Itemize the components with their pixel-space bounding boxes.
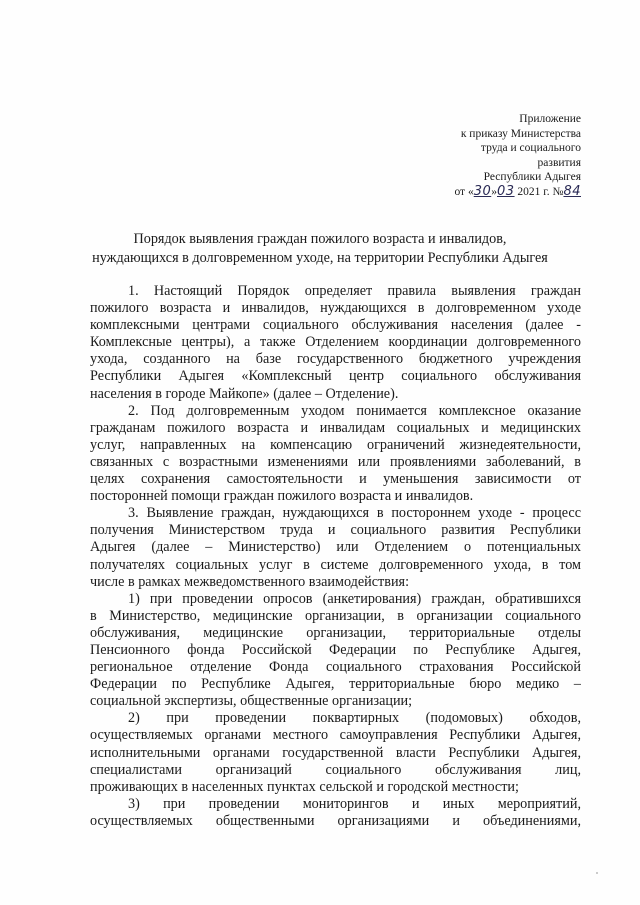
body-line: 2) при проведении поквартирных (подомовых) обходов, (128, 710, 581, 727)
appendix-line: труда и социального (480, 142, 581, 155)
body-line: в Министерство, медицинские организации, в организации социального (90, 607, 581, 624)
body-line: 3. Выявление граждан, нуждающихся в постороннем уходе - процесс (128, 505, 581, 522)
body-line: проживающих в населенных пунктах сельской и городской местности; (90, 778, 519, 795)
body-line: получателях социальных услуг в системе долговременного ухода, в том (90, 556, 581, 573)
handwritten-day: 30 (473, 183, 492, 199)
body-line: Комплексные центры), а также Отделением координации долговременного (90, 334, 581, 351)
body-line: получения Министерством труда и социального развития Республики (90, 522, 581, 539)
body-line: Республики Адыгея «Комплексный центр социального обслуживания (90, 368, 581, 385)
body-line: гражданам пожилого возраста и инвалидам социальных и медицинских (90, 419, 581, 436)
appendix-line: развития (537, 156, 581, 169)
date-mid: » (491, 185, 497, 198)
document-title (60, 230, 580, 268)
handwritten-month: 03 (497, 183, 515, 199)
body-line: региональное отделение Фонда социального страхования Российской (90, 659, 581, 676)
title-line: нуждающихся в долговременном уходе, на территории Республики Адыгея (92, 250, 548, 266)
order-date-line (380, 185, 581, 200)
date-year: 2021 г. № (514, 185, 564, 198)
body-line: социальной экспертизы, общественные организации; (90, 693, 413, 710)
body-line: Пенсионного фонда Российской Федерации по Республике Адыгея, (90, 641, 581, 658)
body-line: осуществляемых органами местного самоуправления Республики Адыгея, (90, 727, 581, 744)
body-line: услуг, направленных на компенсацию ограничений жизнедеятельности, (90, 436, 581, 453)
body-line: обслуживания, медицинские организации, территориальные отделы (90, 624, 581, 641)
title-line: Порядок выявления граждан пожилого возраста и инвалидов, (133, 231, 507, 247)
body-line: 1. Настоящий Порядок определяет правила выявления граждан (128, 283, 581, 299)
body-line: ухода, созданного на базе государственного бюджетного учреждения (90, 351, 581, 368)
body-line: населения в городе Майкопе» (далее – Отделение). (90, 385, 399, 402)
body-line: специалистами организаций социального обслуживания лиц, (90, 761, 581, 778)
body-line: Адыгея (далее – Министерство) или Отделением о потенциальных (90, 539, 581, 556)
body-line: связанных с возрастными изменениями или проявлениями заболеваний, в (90, 453, 581, 470)
body-line: целях сохранения самостоятельности и уменьшения зависимости от (90, 471, 581, 488)
body-line: пожилого возраста и инвалидов, нуждающихся в долговременном уходе (90, 300, 581, 317)
body-line: числе в рамках межведомственного взаимодействия: (90, 573, 410, 590)
document-body (90, 283, 581, 830)
body-line: комплексными центрами социального обслуживания населения (далее - (90, 317, 581, 334)
appendix-header (380, 112, 581, 200)
appendix-line: Приложение (519, 113, 581, 125)
body-line: осуществляемых общественными организациями и объединениями, (90, 812, 581, 829)
body-line: 2. Под долговременным уходом понимается комплексное оказание (128, 402, 581, 419)
appendix-line: к приказу Министерства (460, 127, 581, 140)
scan-speck (596, 872, 598, 874)
appendix-line: Республики Адыгея (483, 171, 581, 184)
body-line: исполнительными органами государственной власти Республики Адыгея, (90, 744, 581, 761)
body-line: 3) при проведении мониторингов и иных мероприятий, (128, 795, 581, 812)
body-line: 1) при проведении опросов (анкетирования) граждан, обратившихся (128, 590, 581, 607)
body-line: Федерации по Республике Адыгея, территориальные бюро медико – (90, 676, 581, 693)
handwritten-order-number: 84 (563, 183, 581, 199)
body-line: посторонней помощи граждан пожилого возраста и инвалидов. (90, 488, 474, 505)
date-prefix: от « (454, 185, 474, 198)
